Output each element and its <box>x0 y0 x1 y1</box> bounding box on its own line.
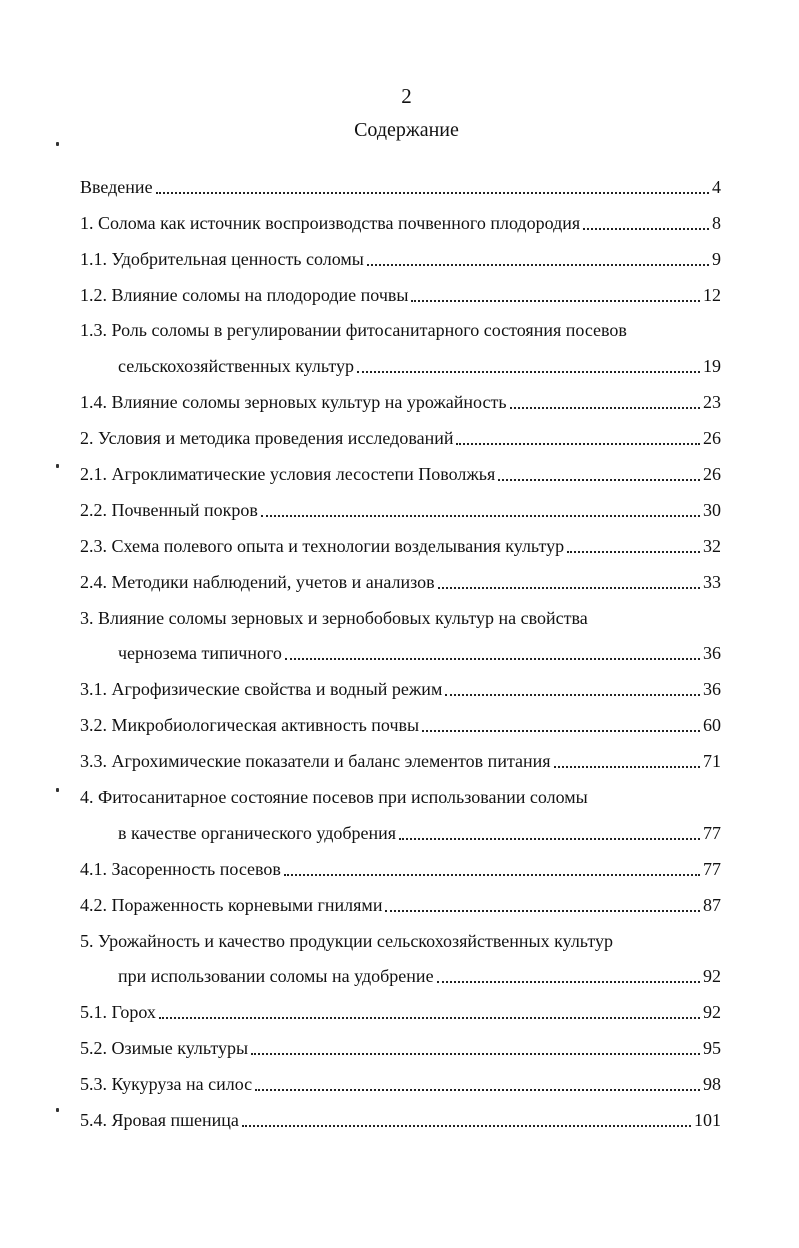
table-of-contents <box>80 162 721 1131</box>
toc-entry-title: сельскохозяйственных культур <box>118 356 355 377</box>
scan-speck <box>56 142 59 146</box>
toc-entry-page: 12 <box>703 284 721 305</box>
toc-leader-dots <box>510 407 700 409</box>
toc-entry-page: 26 <box>703 428 721 449</box>
toc-leader-dots <box>422 730 700 732</box>
toc-entry <box>80 521 721 557</box>
toc-entry <box>80 1095 721 1131</box>
toc-entry-title: при использовании соломы на удобрение <box>118 966 434 987</box>
toc-entry <box>80 485 721 521</box>
toc-entry-title: 2.2. Почвенный покров <box>80 499 258 520</box>
toc-leader-dots <box>159 1017 700 1019</box>
toc-entry-page: 36 <box>703 679 721 700</box>
toc-leader-dots <box>456 443 700 445</box>
toc-entry <box>80 162 721 198</box>
toc-entry-title: 5.2. Озимые культуры <box>80 1038 249 1059</box>
toc-leader-dots <box>242 1125 691 1127</box>
toc-leader-dots <box>438 587 700 589</box>
toc-entry <box>80 306 721 342</box>
toc-entry-title: 1.2. Влияние соломы на плодородие почвы <box>80 284 409 305</box>
toc-entry <box>80 629 721 665</box>
toc-leader-dots <box>445 694 700 696</box>
toc-entry-title: в качестве органического удобрения <box>118 822 397 843</box>
toc-entry-title: 4.1. Засоренность посевов <box>80 858 281 879</box>
toc-entry-title: 1.4. Влияние соломы зерновых культур на урожайность <box>80 392 507 413</box>
toc-entry <box>80 808 721 844</box>
toc-entry-title: 2.1. Агроклиматические условия лесостепи Поволжья <box>80 464 496 485</box>
toc-leader-dots <box>251 1053 700 1055</box>
toc-entry-page: 19 <box>703 356 721 377</box>
toc-entry-page: 77 <box>703 858 721 879</box>
toc-leader-dots <box>367 264 709 266</box>
toc-leader-dots <box>583 228 709 230</box>
toc-entry-page: 32 <box>703 535 721 556</box>
toc-leader-dots <box>385 910 700 912</box>
toc-entry-title: 4. Фитосанитарное состояние посевов при использовании соломы <box>80 787 588 808</box>
toc-entry-title: 3. Влияние соломы зерновых и зернобобовых культур на свойства <box>80 607 588 628</box>
toc-entry-page: 87 <box>703 894 721 915</box>
toc-entry <box>80 916 721 952</box>
toc-entry <box>80 234 721 270</box>
toc-entry-title: 5.4. Яровая пшеница <box>80 1110 239 1131</box>
toc-leader-dots <box>156 192 709 194</box>
toc-entry-title: 3.3. Агрохимические показатели и баланс элементов питания <box>80 751 551 772</box>
toc-leader-dots <box>357 371 700 373</box>
toc-entry-page: 71 <box>703 751 721 772</box>
toc-entry-page: 98 <box>703 1074 721 1095</box>
toc-entry-title: 5. Урожайность и качество продукции сельскохозяйственных культур <box>80 930 613 951</box>
toc-entry-page: 8 <box>712 212 721 233</box>
toc-entry <box>80 377 721 413</box>
toc-entry-title: 1.3. Роль соломы в регулировании фитосанитарного состояния посевов <box>80 320 627 341</box>
toc-entry <box>80 341 721 377</box>
toc-entry <box>80 557 721 593</box>
toc-leader-dots <box>567 551 700 553</box>
toc-entry-page: 23 <box>703 392 721 413</box>
toc-leader-dots <box>399 838 700 840</box>
toc-entry <box>80 987 721 1023</box>
toc-leader-dots <box>437 981 700 983</box>
scan-speck <box>56 788 59 792</box>
scan-speck <box>56 1108 59 1112</box>
toc-entry-title: 2.4. Методики наблюдений, учетов и анализов <box>80 571 435 592</box>
toc-entry-title: чернозема типичного <box>118 643 282 664</box>
toc-entry-title: Введение <box>80 176 153 197</box>
toc-entry <box>80 700 721 736</box>
toc-leader-dots <box>284 874 700 876</box>
page-number: 2 <box>401 84 412 108</box>
toc-entry-page: 60 <box>703 715 721 736</box>
toc-entry-page: 4 <box>712 176 721 197</box>
toc-entry-page: 30 <box>703 499 721 520</box>
toc-entry-page: 36 <box>703 643 721 664</box>
toc-entry <box>80 413 721 449</box>
toc-entry <box>80 1023 721 1059</box>
toc-entry <box>80 198 721 234</box>
toc-entry <box>80 736 721 772</box>
toc-entry <box>80 449 721 485</box>
toc-entry-page: 95 <box>703 1038 721 1059</box>
toc-entry-page: 77 <box>703 822 721 843</box>
toc-entry-title: 4.2. Пораженность корневыми гнилями <box>80 894 383 915</box>
toc-entry-title: 2.3. Схема полевого опыта и технологии возделывания культур <box>80 535 565 556</box>
scan-speck <box>56 464 59 468</box>
toc-entry-title: 5.1. Горох <box>80 1002 156 1023</box>
toc-leader-dots <box>411 300 700 302</box>
toc-entry <box>80 880 721 916</box>
toc-entry <box>80 772 721 808</box>
toc-entry-page: 26 <box>703 464 721 485</box>
toc-entry-title: 3.2. Микробиологическая активность почвы <box>80 715 420 736</box>
toc-title: Содержание <box>354 119 459 141</box>
toc-leader-dots <box>554 766 700 768</box>
toc-entry-title: 3.1. Агрофизические свойства и водный режим <box>80 679 443 700</box>
toc-entry <box>80 664 721 700</box>
toc-entry-title: 1.1. Удобрительная ценность соломы <box>80 248 364 269</box>
toc-entry-page: 33 <box>703 571 721 592</box>
toc-leader-dots <box>285 658 700 660</box>
toc-entry <box>80 844 721 880</box>
toc-entry-page: 9 <box>712 248 721 269</box>
toc-leader-dots <box>498 479 700 481</box>
toc-entry-page: 101 <box>694 1110 721 1131</box>
toc-entry <box>80 952 721 988</box>
toc-entry <box>80 1059 721 1095</box>
toc-entry-page: 92 <box>703 1002 721 1023</box>
toc-entry-title: 1. Солома как источник воспроизводства почвенного плодородия <box>80 212 581 233</box>
toc-entry <box>80 593 721 629</box>
toc-entry-page: 92 <box>703 966 721 987</box>
toc-entry-title: 2. Условия и методика проведения исследований <box>80 428 454 449</box>
toc-leader-dots <box>255 1089 700 1091</box>
toc-entry <box>80 270 721 306</box>
toc-entry-title: 5.3. Кукуруза на силос <box>80 1074 253 1095</box>
toc-leader-dots <box>261 515 700 517</box>
